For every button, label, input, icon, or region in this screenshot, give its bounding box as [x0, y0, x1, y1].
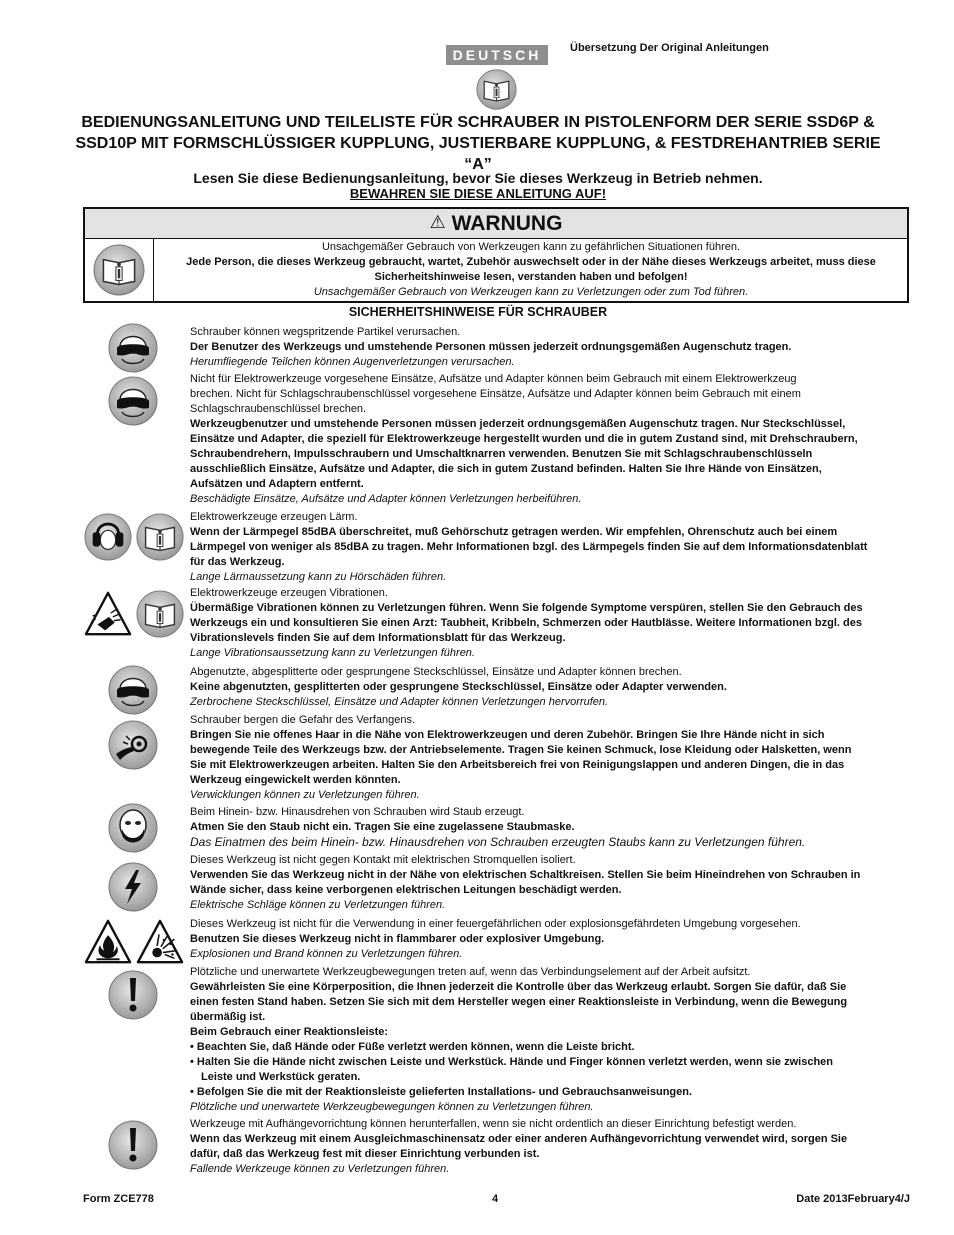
read-notice: Lesen Sie diese Bedienungsanleitung, bevor Sie dieses Werkzeug in Betrieb nehmen.	[193, 170, 763, 186]
translation-note: Übersetzung Der Original Anleitungen	[570, 42, 769, 54]
warning-triangle-icon: ⚠	[429, 212, 446, 232]
general-warning-icon	[108, 1120, 158, 1170]
entanglement-hazard-icon	[108, 720, 158, 770]
page-number: 4	[492, 1193, 499, 1205]
read-manual-icon	[136, 513, 184, 561]
eye-protection-icon	[108, 323, 158, 373]
warning-heading: ⚠ WARNUNG	[85, 209, 907, 239]
dust-mask-icon	[108, 803, 158, 853]
eye-protection-icon	[108, 665, 158, 715]
explosion-hazard-icon	[136, 918, 184, 966]
electric-shock-icon	[108, 862, 158, 912]
safety-item-suspended-tools: Werkzeuge mit Aufhängevorrichtung können herunterfallen, wenn sie nicht ordentlich an dieser Einrichtung befestigt werden. Wenn das Werkzeug mit einem Ausgleichmaschinensatz oder einer anderen Aufhängevorrichtung verwendet wird, sorgen Sie dafür, daß das Werkzeug fest mit dieser Einrichtung verbunden ist. Fallende Werkzeuge können zu Verletzungen führen.	[190, 1118, 848, 1175]
form-number: Form ZCE778	[83, 1193, 154, 1205]
safety-item-sudden-movement: Plötzliche und unerwartete Werkzeugbewegungen treten auf, wenn das Verbindungselement auf der Arbeit aufsitzt. Gewährleisten Sie eine Körperposition, die Ihnen jederzeit die Kontrolle über das Werkzeug erlaubt. Sorgen Sie dafür, daß Sie einen festen Stand haben. Setzen Sie sich mit dem Hersteller wegen einer Reaktionsleiste in Verbindung, wenn die Bewegung übermäßig ist. Beim Gebrauch einer Reaktionsleiste: • Beachten Sie, daß Hände oder Füße verletzt werden können, wenn die Leiste bricht. • Halten Sie die Hände nicht zwischen Leiste und Werkstück. Hände und Finger können verletzt werden, wenn sie zwischen Leiste und Werkstück geraten. • Befolgen Sie die mit der Reaktionsleiste gelieferten Installations- und Gebrauchsanweisungen. Plötzliche und unerwartete Werkzeugbewegungen können zu Verletzungen führen.	[190, 966, 848, 1113]
safety-item-vibration: Elektrowerkzeuge erzeugen Vibrationen. Übermäßige Vibrationen können zu Verletzungen führen. Wenn Sie folgende Symptome verspüren, stellen Sie den Gebrauch des Werkzeugs ein und konsultieren Sie einen Arzt: Taubheit, Kribbeln, Schmerzen oder Hautblässe. Weitere Informationen bzgl. des Vibrationslevels finden Sie auf dem Informationsblatt für das Werkzeug. Lange Vibrationsaussetzung kann zu Verletzungen führen.	[190, 587, 863, 659]
safety-item-noise: Elektrowerkzeuge erzeugen Lärm. Wenn der Lärmpegel 85dBA überschreitet, muß Gehörschutz getragen werden. Wir empfehlen, Ohrenschutz auch bei einem Lärmpegel von weniger als 85dBA zu tragen. Mehr Informationen bzgl. des Lärmpegels finden Sie auf dem Informationsdatenblatt für das Werkzeug. Lange Lärmaussetzung kann zu Hörschäden führen.	[190, 511, 868, 583]
read-manual-icon	[476, 69, 517, 110]
document-date: Date 2013February4/J	[796, 1193, 910, 1205]
language-badge: DEUTSCH	[446, 45, 548, 65]
safety-item-flying-particles: Schrauber können wegspritzende Partikel verursachen. Der Benutzer des Werkzeugs und umstehende Personen müssen jederzeit ordnungsgemäßen Augenschutz tragen. Herumfliegende Teilchen können Augenverletzungen verursachen.	[190, 326, 792, 368]
read-manual-icon	[93, 244, 145, 296]
fire-hazard-icon	[84, 918, 132, 966]
safety-item-electric: Dieses Werkzeug ist nicht gegen Kontakt mit elektrischen Stromquellen isoliert. Verwenden Sie das Werkzeug nicht in der Nähe von elektrischen Schaltkreisen. Stellen Sie beim Hineindrehen von Schrauben in Wände sicher, dass keine verborgenen elektrischen Leitungen beschädigt werden. Elektrische Schläge können zu Verletzungen führen.	[190, 854, 861, 911]
warning-text: Unsachgemäßer Gebrauch von Werkzeugen kann zu gefährlichen Situationen führen. Jede Person, die dieses Werkzeug gebraucht, wartet, Zubehör auswechselt oder in der Nähe dieses Werkzeugs arbeitet, muss diese Sicherheitshinweise lesen, verstanden haben und befolgen! Unsachgemäßer Gebrauch von Werkzeugen kann zu Verletzungen oder zum Tod führen.	[186, 241, 876, 298]
vibration-hazard-icon	[84, 590, 132, 638]
warning-box	[83, 207, 909, 303]
safety-item-sockets-adapters: Nicht für Elektrowerkzeuge vorgesehene Einsätze, Aufsätze und Adapter können beim Gebrauch mit einem Elektrowerkzeug brechen. Nicht für Schlagschraubenschlüssel vorgesehene Einsätze, Aufsätze und Adapter können beim Gebrauch mit einem Schlagschraubenschlüssel brechen. Werkzeugbenutzer und umstehende Personen müssen jederzeit ordnungsgemäßen Augenschutz tragen. Nur Steckschlüssel, Einsätze und Adapter, die speziell für Elektrowerkzeuge hergestellt wurden und die in gutem Zustand sind, mit Drehschraubern, Schraubendrehern, Impulsschraubern und Umschaltknarren verwenden. Benutzen Sie mit Schlagschraubenschlüsseln ausschließlich Einsätze, Aufsätze und Adapter, die sich in gutem Zustand befinden. Halten Sie Ihre Hände von Einsätzen, Aufsätzen und Adaptern entfernt. Beschädigte Einsätze, Aufsätze und Adapter können Verletzungen herbeiführen.	[190, 373, 858, 505]
read-manual-icon	[136, 590, 184, 638]
hearing-protection-icon	[84, 513, 132, 561]
eye-protection-icon	[108, 376, 158, 426]
safety-item-explosive-environment: Dieses Werkzeug ist nicht für die Verwendung in einer feuergefährlichen oder explosionsgefährdeten Umgebung vorgesehen. Benutzen Sie dieses Werkzeug nicht in flammbarer oder explosiver Umgebung. Explosionen und Brand können zu Verletzungen führen.	[190, 918, 801, 960]
keep-instructions-notice: BEWAHREN SIE DIESE ANLEITUNG AUF!	[349, 186, 607, 201]
section-title: SICHERHEITSHINWEISE FÜR SCHRAUBER	[348, 305, 608, 319]
document-title: BEDIENUNGSANLEITUNG UND TEILELISTE FÜR SCHRAUBER IN PISTOLENFORM DER SERIE SSD6P & SSD10P MIT FORMSCHLÜSSIGER KUPPLUNG, JUSTIERBARE KUPPLUNG, & FESTDREHANTRIEB SERIE “A”	[75, 114, 881, 173]
general-warning-icon	[108, 970, 158, 1020]
warning-icon-cell	[85, 238, 154, 301]
safety-item-worn-sockets: Abgenutzte, abgesplitterte oder gesprungene Steckschlüssel, Einsätze und Adapter können brechen. Keine abgenutzten, gesplitterten oder gesprungene Steckschlüssel, Einsätze oder Adapter verwenden. Zerbrochene Steckschlüssel, Einsätze und Adapter können Verletzungen hervorrufen.	[190, 666, 727, 708]
safety-item-dust: Beim Hinein- bzw. Hinausdrehen von Schrauben wird Staub erzeugt. Atmen Sie den Staub nicht ein. Tragen Sie eine zugelassene Staubmaske. Das Einatmen des beim Hinein- bzw. Hinausdrehen von Schrauben erzeugten Staubs kann zu Verletzungen führen.	[190, 806, 806, 849]
safety-item-entanglement: Schrauber bergen die Gefahr des Verfangens. Bringen Sie nie offenes Haar in die Nähe von Elektrowerkzeugen und deren Zubehör. Bringen Sie Ihre Hände nicht in sich bewegende Teile des Werkzeugs bzw. der Antriebselemente. Tragen Sie keinen Schmuck, lose Kleidung oder Halsketten, wenn Sie mit Elektrowerkzeugen arbeiten. Halten Sie den Arbeitsbereich frei von Reinigungslappen und anderen Dingen, die in das Werkzeug eingewickelt werden könnten. Verwicklungen können zu Verletzungen führen.	[190, 714, 852, 801]
